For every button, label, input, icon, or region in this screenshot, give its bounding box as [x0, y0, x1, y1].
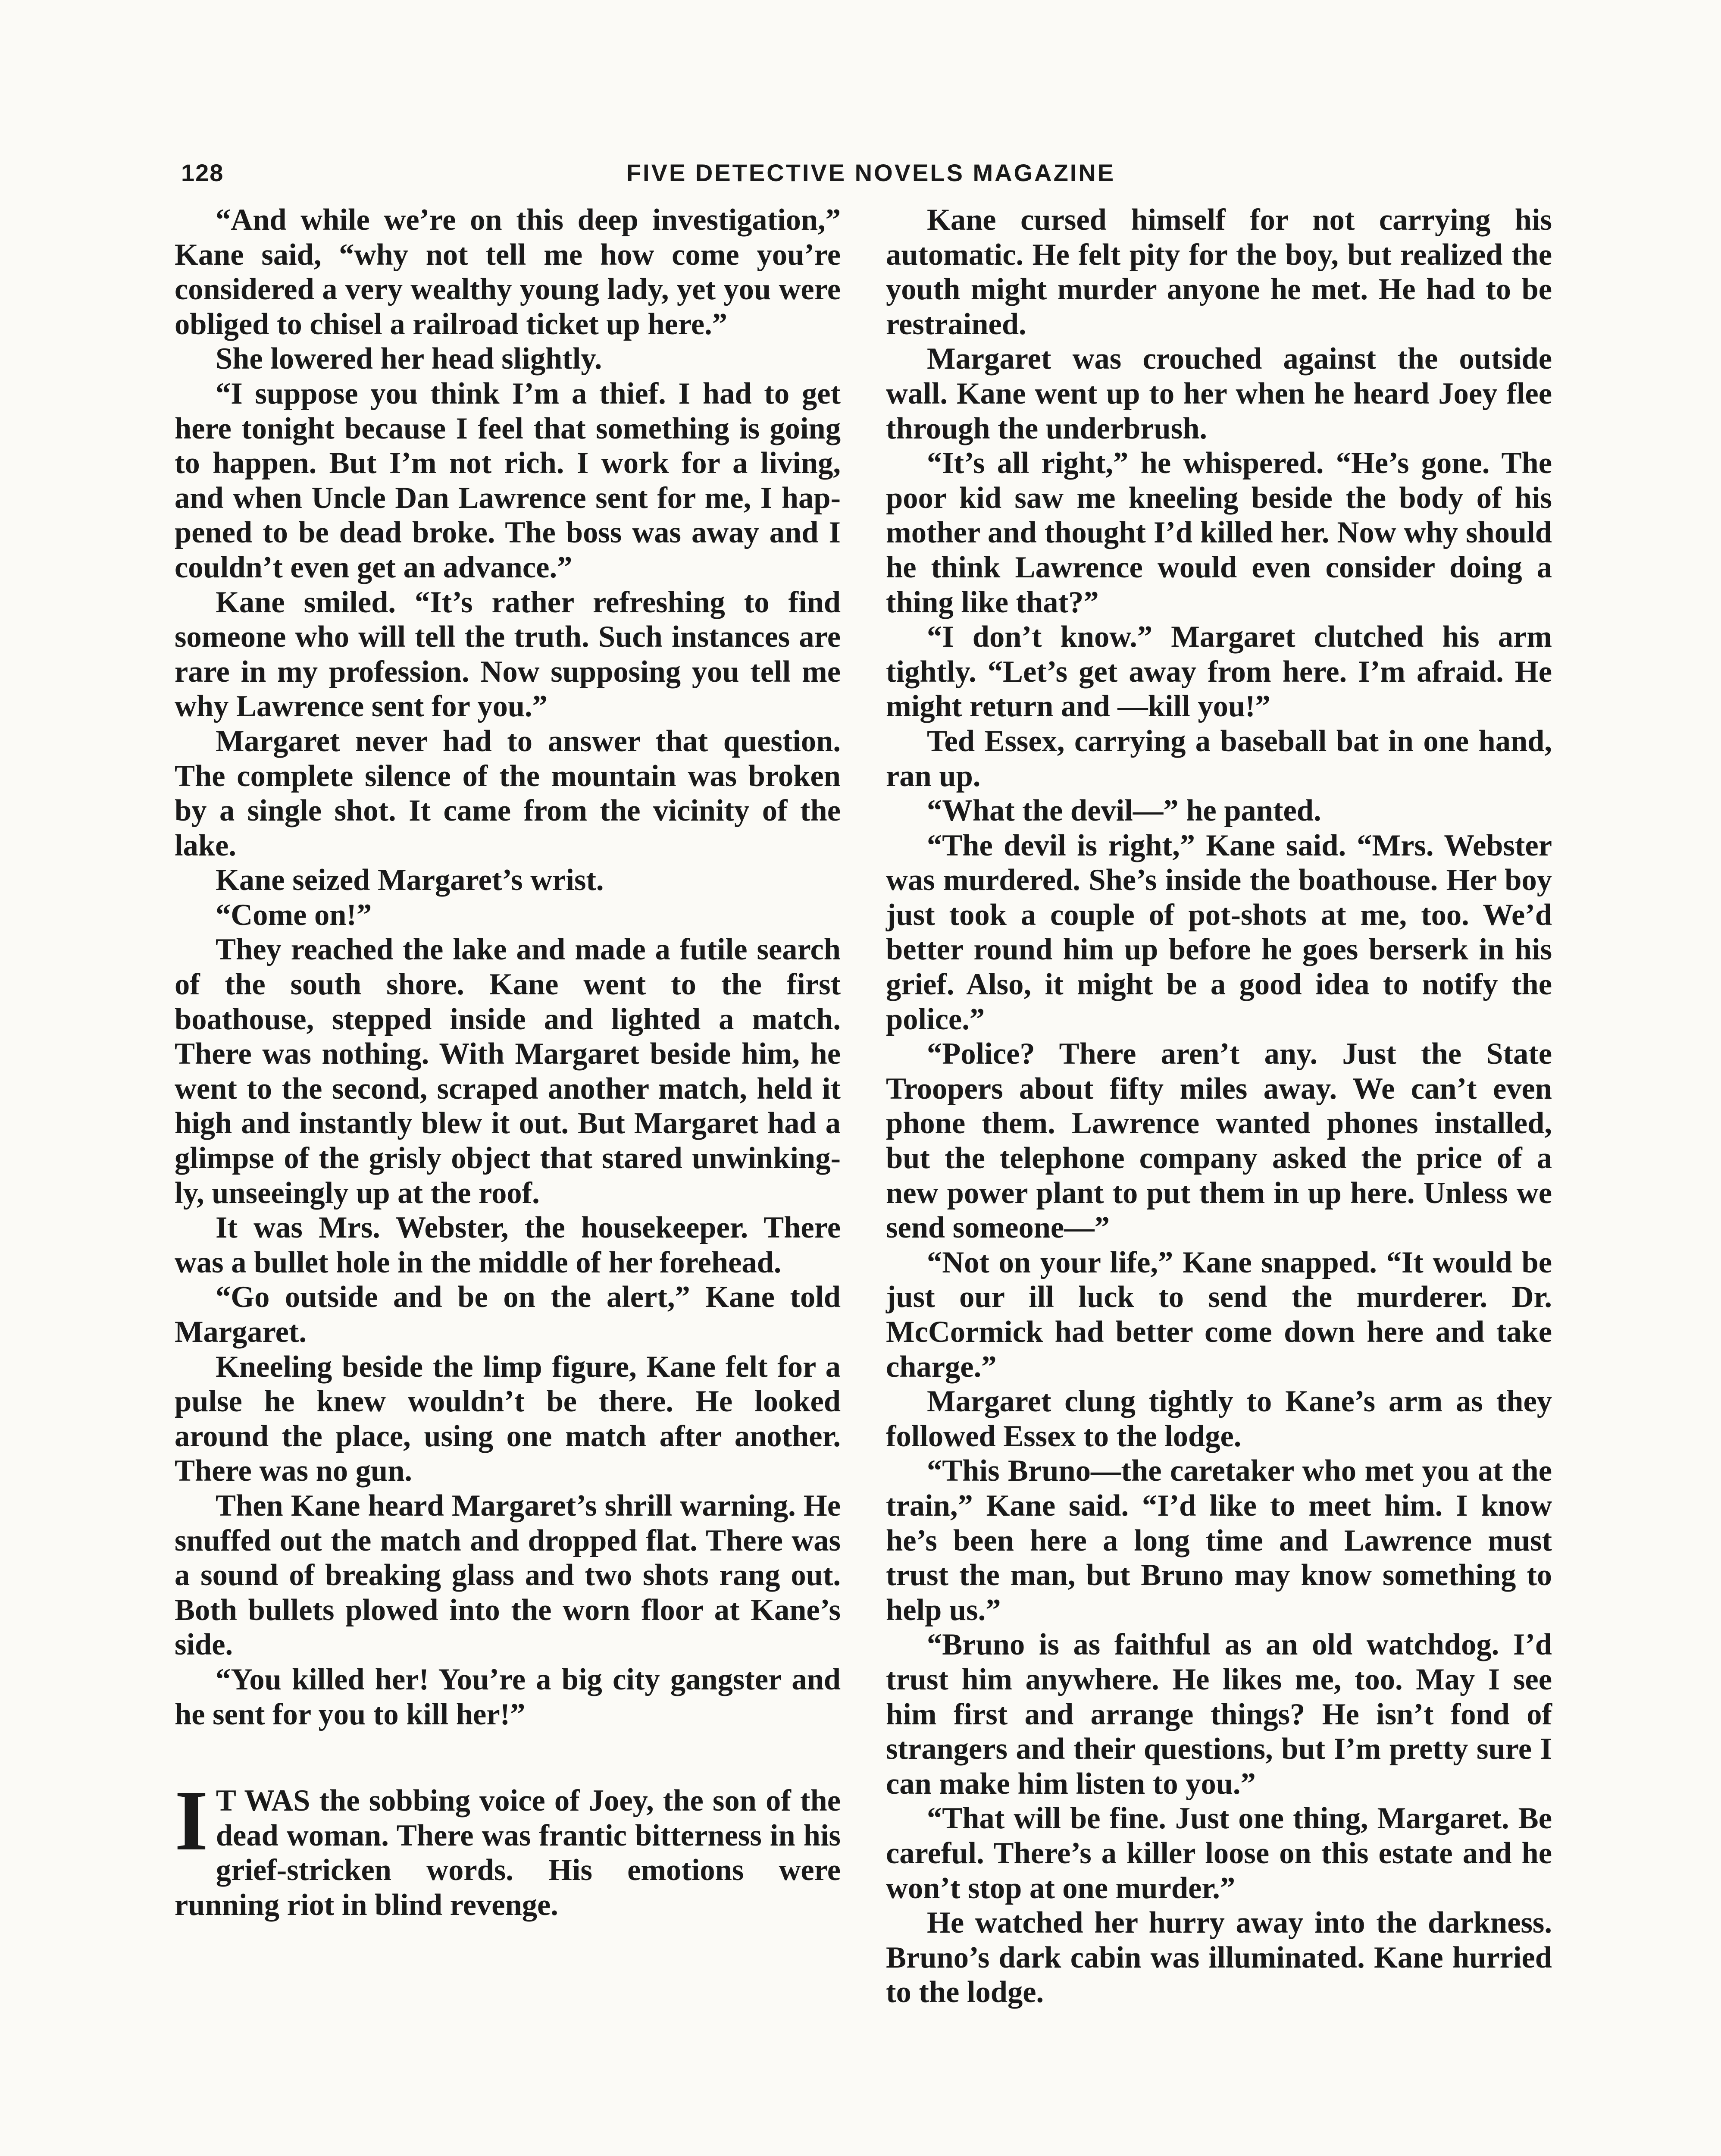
paragraph: “I suppose you think I’m a thief. I had to get here tonight because I feel that something is going to happen. But I’m not rich. I work for a living, and when Uncle Dan Lawrence sent for me, I happened to be dead broke. The boss was away and I couldn’t even get an advance.” [175, 376, 841, 584]
paragraph: “Bruno is as faithful as an old watchdog. I’d trust him anywhere. He likes me, too. May I see him first and arrange things? He isn’t fond of strangers and their questions, but I’m pretty sure I can make him listen to you.” [886, 1628, 1552, 1801]
paragraph: “Come on!” [216, 898, 372, 932]
paragraph: Kane smiled. “It’s rather refreshing to find someone who will tell the truth. Such instances are rare in my profession. Now supposing you tell me why Lawrence sent for you.” [175, 585, 841, 724]
running-head-title: FIVE DETECTIVE NOVELS MAGAZINE [626, 159, 1116, 186]
paragraph: Margaret clung tightly to Kane’s arm as they followed Essex to the lodge. [886, 1385, 1552, 1453]
paragraph: He watched her hurry away into the darkness. Bruno’s dark cabin was illuminated. Kane hurried to the lodge. [886, 1906, 1552, 2009]
paragraph: It was Mrs. Webster, the housekeeper. There was a bullet hole in the middle of her forehead. [175, 1211, 841, 1279]
paragraph: Margaret never had to answer that question. The complete silence of the mountain was broken by a single shot. It came from the vicinity of the lake. [175, 724, 841, 862]
paragraph: Then Kane heard Margaret’s shrill warning. He snuffed out the match and dropped flat. There was a sound of breaking glass and two shots rang out. Both bullets plowed into the worn floor at Kane’s side. [175, 1489, 841, 1662]
page-header [181, 159, 1561, 197]
paragraph: Ted Essex, carrying a baseball bat in one hand, ran up. [886, 724, 1552, 793]
drop-cap-letter: I [175, 1773, 208, 1869]
paragraph: Margaret was crouched against the outside wall. Kane went up to her when he heard Joey flee through the underbrush. [886, 342, 1552, 445]
paragraph: “This Bruno—the caretaker who met you at the train,” Kane said. “I’d like to meet him. I know he’s been here a long time and Lawrence must trust the man, but Bruno may know something to help us.” [886, 1454, 1552, 1627]
paragraph: “Not on your life,” Kane snapped. “It would be just our ill luck to send the murderer. Dr. McCormick had better come down here and take charge.” [886, 1245, 1552, 1384]
paragraph: Kane seized Margaret’s wrist. [216, 863, 604, 897]
drop-cap-lead-in: T WAS [216, 1784, 310, 1818]
paragraph: “It’s all right,” he whispered. “He’s gone. The poor kid saw me kneeling beside the body of his mother and thought I’d killed her. Now why should he think Lawrence would even consider doing a thing like that?” [886, 446, 1552, 619]
paragraph: “What the devil—” he panted. [927, 794, 1321, 828]
section-break [175, 1732, 841, 1783]
paragraph: Kneeling beside the limp figure, Kane felt for a pulse he knew wouldn’t be there. He looked around the place, using one match after another. There was no gun. [175, 1350, 841, 1488]
right-column [886, 203, 1552, 2010]
left-column [175, 203, 841, 1923]
drop-cap-paragraph-text: the sobbing voice of Joey, the son of the dead woman. There was frantic bitterness in his grief-stricken words. His emotions were running riot in blind revenge. [175, 1784, 841, 1922]
drop-cap-paragraph [175, 1773, 841, 1922]
paragraph: “And while we’re on this deep investigation,” Kane said, “why not tell me how come you’re considered a very wealthy young lady, yet you were obliged to chisel a railroad ticket up here.” [175, 203, 841, 341]
paragraph: “You killed her! You’re a big city gangster and he sent for you to kill her!” [175, 1662, 841, 1731]
paragraph: “That will be fine. Just one thing, Margaret. Be careful. There’s a killer loose on this estate and he won’t stop at one murder.” [886, 1802, 1552, 1905]
paragraph: They reached the lake and made a futile search of the south shore. Kane went to the first boathouse, stepped inside and lighted a match. There was nothing. With Margaret beside him, he went to the second, scraped another match, held it high and instantly blew it out. But Margaret had a glimpse of the grisly object that stared unwinkingly, unseeingly up at the roof. [175, 933, 841, 1210]
page-number: 128 [181, 159, 224, 186]
paragraph: “I don’t know.” Margaret clutched his arm tightly. “Let’s get away from here. I’m afraid. He might return and —kill you!” [886, 620, 1552, 724]
paragraph: She lowered her head slightly. [216, 342, 602, 376]
paragraph: “Go outside and be on the alert,” Kane told Margaret. [175, 1280, 841, 1349]
paragraph: “The devil is right,” Kane said. “Mrs. Webster was murdered. She’s inside the boathouse. Her boy just took a couple of pot-shots at me, too. We’d better round him up before he goes berserk in his grief. Also, it might be a good idea to notify the police.” [886, 828, 1552, 1036]
paragraph: Kane cursed himself for not carrying his automatic. He felt pity for the boy, but realized the youth might murder anyone he met. He had to be restrained. [886, 203, 1552, 341]
paragraph: “Police? There aren’t any. Just the State Troopers about fifty miles away. We can’t even phone them. Lawrence wanted phones installed, but the telephone company asked the price of a new power plant to put them in up here. Unless we send someone—” [886, 1037, 1552, 1245]
